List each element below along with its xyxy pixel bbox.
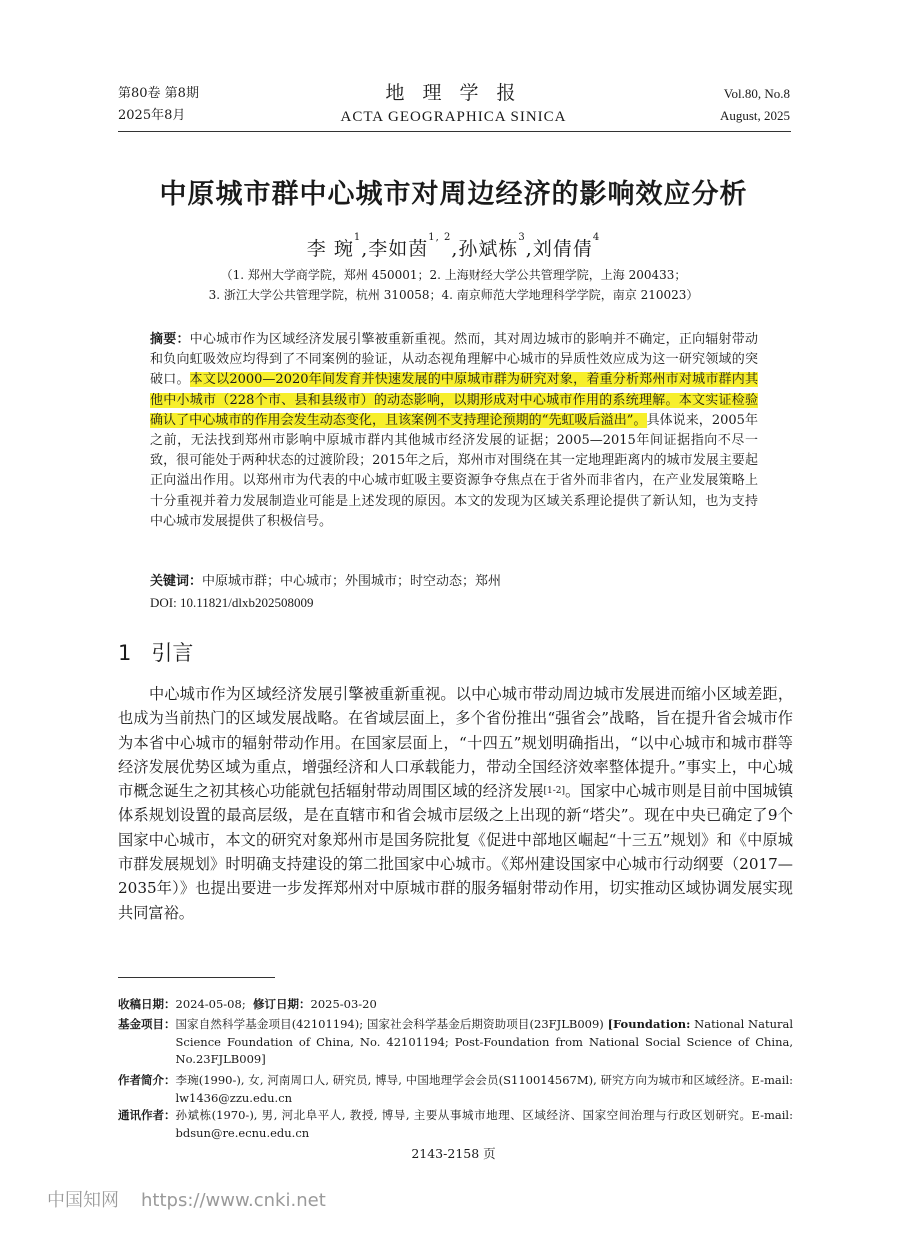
footnote-corresponding <box>118 1107 793 1142</box>
header-rule <box>118 131 791 132</box>
doi[interactable]: DOI: 10.11821/dlxb202508009 <box>150 595 314 610</box>
issue-date-en: August, 2025 <box>719 108 790 123</box>
affiliations <box>0 265 907 305</box>
author-affil-sup: 1, 2 <box>428 232 452 243</box>
author-bio-text: 李琬(1990-), 女, 河南周口人, 研究员, 博导, 中国地理学会会员(S110014567M), 研究方向为城市和区域经济。E-mail: lw1436@zzu.edu.cn <box>175 1073 793 1105</box>
affiliation-line: （1. 郑州大学商学院，郑州 450001；2. 上海财经大学公共管理学院，上海 200433； <box>220 268 687 282</box>
author-name: ,李如茵 <box>361 238 429 260</box>
corresponding-label: 通讯作者： <box>118 1108 176 1122</box>
fund-label: 基金项目： <box>118 1017 176 1031</box>
author-name: 李 琬 <box>306 238 354 260</box>
body-paragraph <box>118 682 793 925</box>
journal-name-en: ACTA GEOGRAPHICA SINICA <box>340 109 567 125</box>
footnote-rule <box>118 977 275 978</box>
author-bio-label: 作者简介： <box>118 1073 176 1087</box>
journal-issue-info-en <box>720 83 790 127</box>
journal-name-cn: 地 理 学 报 <box>385 82 522 104</box>
fund-en: National Natural Science Foundation of China, No. 42101194; Post-Foundation from National Social Science of China, No.23FJLB009] <box>175 1017 794 1066</box>
watermark-url[interactable]: https://www.cnki.net <box>141 1190 326 1211</box>
footnote-fund <box>118 1016 793 1069</box>
author-affil-sup: 3 <box>518 232 526 243</box>
fund-cn: 国家自然科学基金项目(42101194); 国家社会科学基金后期资助项目(23FJLB009) <box>175 1017 604 1031</box>
keywords-label: 关键词： <box>150 574 203 589</box>
author-name: ,刘倩倩 <box>525 238 593 260</box>
keywords-text: 中原城市群；中心城市；外围城市；时空动态；郑州 <box>202 574 502 589</box>
body-text: 。国家中心城市则是目前中国城镇体系规划设置的最高层级，是在直辖市和省会城市层级之上出现的新“塔尖”。现在中央已确定了9个国家中心城市，本文的研究对象郑州市是国务院批复《促进中部地区崛起“十三五”规划》和《中原城市群发展规划》时明确支持建设的第二批国家中心城市。《郑州建设国家中心城市行动纲要（2017—2035年）》也提出要进一步发挥郑州对中原城市群的服务辐射带动作用，切实推动区域协调发展实现共同富裕。 <box>118 782 794 922</box>
abstract-label: 摘要： <box>150 332 190 347</box>
fund-text <box>176 1016 794 1069</box>
abstract-highlight: 本文以2000—2020年间发育并快速发展的中原城市群为研究对象，着重分析郑州市对城市群内其他中小城市（228个市、县和县级市）的动态影响，以期形成对中心城市作用的系统理解。本文实证检验确认了中心城市的作用会发生动态变化，且该案例不支持理论预期的“先虹吸后溢出”。 <box>150 372 758 428</box>
fund-en-label: [Foundation: <box>607 1017 691 1031</box>
cnki-watermark <box>47 1186 348 1212</box>
page-range: 2143-2158 页 <box>411 1146 496 1161</box>
volume-issue: 第80卷 第8期 <box>118 86 199 101</box>
abstract-text: 中心城市作为区域经济发展引擎被重新重视。然而，其对周边城市的影响并不确定，正向辐射带动和负向虹吸效应均得到了不同案例的验证，从动态视角理解中心城市的异质性效应成为这一研究领域的突破口。 <box>150 332 758 388</box>
watermark-site: 中国知网 <box>47 1190 119 1211</box>
issue-date: 2025年8月 <box>118 108 186 123</box>
abstract <box>150 330 758 532</box>
author-affil-sup: 1 <box>353 232 362 243</box>
section-number: 1 <box>118 641 132 665</box>
abstract-text: 具体说来，2005年之前，无法找到郑州市影响中原城市群内其他城市经济发展的证据；2005—2015年间证据指向不尽一致，很可能处于两种状态的过渡阶段；2015年之后，郑州市对围绕在其一定地理距离内的城市发展主要起正向溢出作用。以郑州市为代表的中心城市虹吸主要资源争夺焦点在于省外而非省内，在产业发展策略上十分重视并着力发展制造业可能是上述发现的原因。本文的发现为区域关系理论提供了新认知，也为支持中心城市发展提供了积极信号。 <box>150 412 758 529</box>
author-list <box>0 234 907 261</box>
corresponding-text: 孙斌栋(1970-), 男, 河北阜平人, 教授, 博导, 主要从事城市地理、区域经济、国家空间治理与行政区划研究。E-mail: bdsun@re.ecnu.edu.cn <box>175 1108 793 1140</box>
footnote-author <box>118 1072 793 1107</box>
author-name: ,孙斌栋 <box>451 238 519 260</box>
section-title: 引言 <box>151 641 194 665</box>
body-text: 中心城市作为区域经济发展引擎被重新重视。以中心城市带动周边城市发展进而缩小区域差距，也成为当前热门的区域发展战略。在省域层面上，多个省份推出“强省会”战略，旨在提升省会城市作为本省中心城市的辐射带动作用。在国家层面上，“十四五”规划明确指出，“以中心城市和城市群等经济发展优势区域为重点，增强经济和人口承载能力，带动全国经济效率整体提升。”事实上，中心城市概念诞生之初其核心功能就包括辐射带动周围区域的经济发展 <box>118 685 793 801</box>
received-label: 收稿日期： <box>118 997 176 1011</box>
section-heading <box>118 637 193 667</box>
received-date: 2024-05-08 <box>175 997 242 1011</box>
paper-title: 中原城市群中心城市对周边经济的影响效应分析 <box>159 179 748 210</box>
citation[interactable]: [1-2] <box>543 786 566 797</box>
revised-label: 修订日期： <box>253 997 311 1011</box>
author-affil-sup: 4 <box>592 232 601 243</box>
revised-date: 2025-03-20 <box>310 997 377 1011</box>
affiliation-line: 3. 浙江大学公共管理学院，杭州 310058；4. 南京师范大学地理科学学院，南京 210023） <box>208 288 699 302</box>
keywords <box>150 572 501 592</box>
footnote-dates: 收稿日期：2024-05-08; 修订日期：2025-03-20 <box>118 997 377 1011</box>
volume-issue-en: Vol.80, No.8 <box>723 86 790 101</box>
